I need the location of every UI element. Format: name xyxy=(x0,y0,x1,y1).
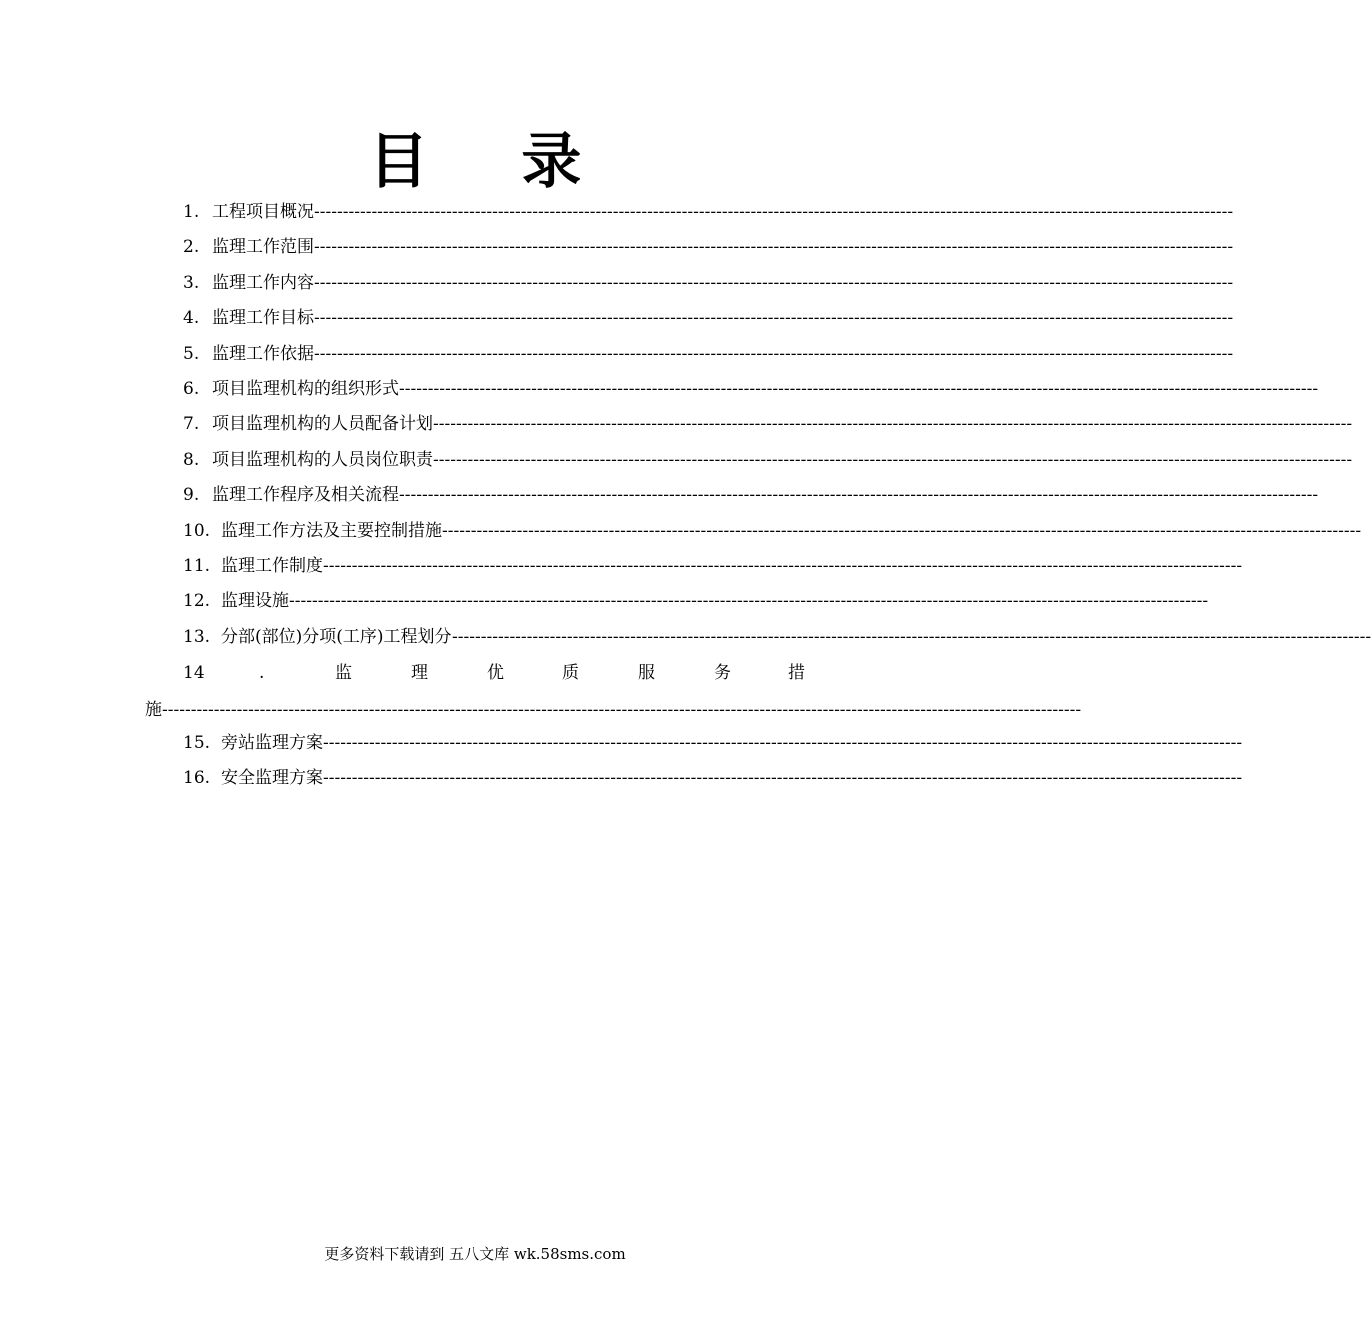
toc-entry[interactable] xyxy=(145,198,1234,226)
toc-entry-label: 项目监理机构的人员配备计划 xyxy=(212,414,433,435)
toc-entry-label: 安全监理方案 xyxy=(221,768,323,789)
toc-entry[interactable] xyxy=(145,587,1209,615)
toc-entry[interactable] xyxy=(145,552,1243,580)
toc-entry-label: 监理工作范围 xyxy=(212,237,314,258)
toc-entry[interactable] xyxy=(145,446,1353,474)
toc-leader: ---------------------------------------------------------------------------------------------------------------------------------------------------------------- xyxy=(314,237,1234,258)
toc-entry-number: 6. xyxy=(183,379,200,399)
toc-entry-number: 3. xyxy=(183,272,200,293)
toc-entry-label: 项目监理机构的组织形式 xyxy=(212,379,399,399)
toc-entry-number: 10. xyxy=(183,520,211,541)
toc-leader: ---------------------------------------------------------------------------------------------------------------------------------------------------------------- xyxy=(442,520,1362,541)
toc-entry-label: 监理工作依据 xyxy=(212,343,314,364)
toc-leader: ---------------------------------------------------------------------------------------------------------------------------------------------------------------- xyxy=(323,733,1243,753)
toc-entry-number: 14 xyxy=(183,663,205,684)
toc-entry-char: 监 xyxy=(335,663,352,684)
toc-entry-number: 12. xyxy=(183,591,211,612)
toc-entry-number: 13. xyxy=(183,626,211,647)
toc-entry-number: 2. xyxy=(183,237,200,258)
toc-entry-label: 监理设施 xyxy=(221,591,289,612)
toc-entry[interactable] xyxy=(145,764,1243,792)
toc-leader: ---------------------------------------------------------------------------------------------------------------------------------------------------------------- xyxy=(452,626,1371,647)
toc-entry[interactable] xyxy=(145,304,1234,332)
toc-entry[interactable] xyxy=(145,269,1234,297)
toc-entry[interactable] xyxy=(145,517,1362,545)
toc-entry-number: 15. xyxy=(183,733,211,753)
toc-leader: ---------------------------------------------------------------------------------------------------------------------------------------------------------------- xyxy=(323,556,1243,576)
toc-entry-label: 监理工作方法及主要控制措施 xyxy=(221,520,442,541)
toc-entry-label: 监理工作内容 xyxy=(212,272,314,293)
toc-entry[interactable] xyxy=(145,623,1371,651)
toc-entry-14-wrap[interactable] xyxy=(145,696,1082,724)
toc-entry-label: 施 xyxy=(145,699,162,720)
footer-text: 更多资料下载请到 五八文库 wk.58sms.com xyxy=(324,1245,626,1263)
toc-entry-number: 8. xyxy=(183,449,200,470)
toc-entry-number: 4. xyxy=(183,308,200,329)
toc-leader: ---------------------------------------------------------------------------------------------------------------------------------------------------------------- xyxy=(314,202,1234,222)
toc-entry-label: 分部(部位)分项(工序)工程划分 xyxy=(221,626,452,647)
toc-entry-label: 监理工作制度 xyxy=(221,556,323,576)
toc-leader: ---------------------------------------------------------------------------------------------------------------------------------------------------------------- xyxy=(289,591,1209,612)
toc-leader: ---------------------------------------------------------------------------------------------------------------------------------------------------------------- xyxy=(314,308,1234,329)
toc-entry-char: 务 xyxy=(714,663,731,684)
toc-entry[interactable] xyxy=(145,375,1319,403)
toc-leader: ---------------------------------------------------------------------------------------------------------------------------------------------------------------- xyxy=(162,699,1082,720)
toc-entry-14[interactable] xyxy=(145,659,805,687)
toc-entry-label: 工程项目概况 xyxy=(212,202,314,222)
toc-leader: ---------------------------------------------------------------------------------------------------------------------------------------------------------------- xyxy=(433,414,1353,435)
toc-leader: ---------------------------------------------------------------------------------------------------------------------------------------------------------------- xyxy=(399,485,1319,506)
toc-entry-char: 质 xyxy=(562,663,579,684)
toc-entry-char: 优 xyxy=(487,663,504,684)
toc-entry-number: 9. xyxy=(183,485,200,506)
toc-entry-char: 措 xyxy=(788,663,805,684)
page-title: 目 录 xyxy=(368,127,618,197)
toc-entry-label: 监理工作程序及相关流程 xyxy=(212,485,399,506)
toc-entry-number: 1. xyxy=(183,202,200,222)
toc-entry-label: 旁站监理方案 xyxy=(221,733,323,753)
toc-entry[interactable] xyxy=(145,340,1234,368)
toc-entry-number: 7. xyxy=(183,414,200,435)
toc-leader: ---------------------------------------------------------------------------------------------------------------------------------------------------------------- xyxy=(399,379,1319,399)
toc-entry-char: 理 xyxy=(411,663,428,684)
toc-entry-label: 监理工作目标 xyxy=(212,308,314,329)
toc-leader: ---------------------------------------------------------------------------------------------------------------------------------------------------------------- xyxy=(323,768,1243,789)
toc-entry-number: 11. xyxy=(183,556,211,576)
toc-entry[interactable] xyxy=(145,233,1234,261)
toc-entry[interactable] xyxy=(145,729,1243,757)
toc-leader: ---------------------------------------------------------------------------------------------------------------------------------------------------------------- xyxy=(314,343,1234,364)
toc-entry[interactable] xyxy=(145,481,1319,509)
toc-entry-number: 16. xyxy=(183,768,211,789)
toc-leader: ---------------------------------------------------------------------------------------------------------------------------------------------------------------- xyxy=(314,272,1234,293)
toc-entry-dot: . xyxy=(259,663,265,684)
toc-entry-char: 服 xyxy=(638,663,655,684)
toc-entry[interactable] xyxy=(145,410,1353,438)
toc-leader: ---------------------------------------------------------------------------------------------------------------------------------------------------------------- xyxy=(433,449,1353,470)
toc-entry-number: 5. xyxy=(183,343,200,364)
toc-entry-label: 项目监理机构的人员岗位职责 xyxy=(212,449,433,470)
